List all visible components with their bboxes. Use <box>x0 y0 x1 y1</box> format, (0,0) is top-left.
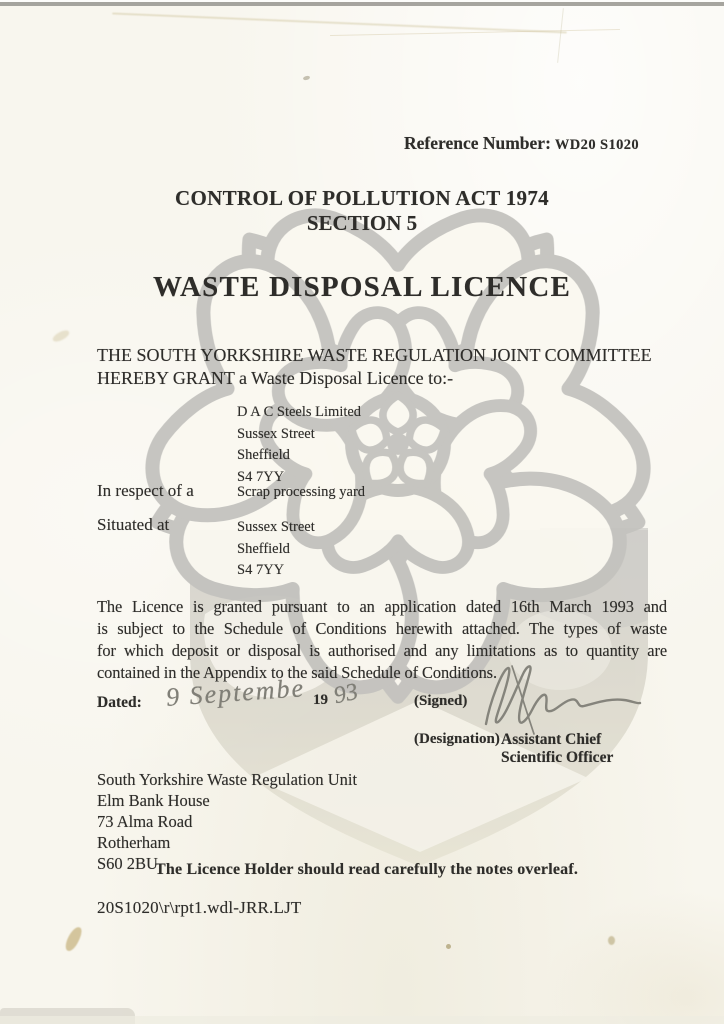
situated-city: Sheffield <box>237 540 290 557</box>
body-line: contained in the Appendix to the said Schedule of Conditions. <box>97 663 497 682</box>
act-title: CONTROL OF POLLUTION ACT 1974 <box>175 186 549 210</box>
issuer-postcode: S60 2BU <box>97 854 158 873</box>
situated-at-label: Situated at <box>97 515 170 534</box>
grantee-address-block <box>237 402 361 488</box>
grantee-street: Sussex Street <box>237 425 315 442</box>
reference-number-label: Reference Number: <box>404 133 551 153</box>
signature-mark <box>472 658 652 738</box>
in-respect-of-value: Scrap processing yard <box>237 484 366 500</box>
body-line: The Licence is granted pursuant to an application dated 16th March 1993 and <box>97 597 667 616</box>
licence-title: WASTE DISPOSAL LICENCE <box>152 271 572 303</box>
situated-street: Sussex Street <box>237 519 315 535</box>
handwritten-date: 9 Septembe <box>165 673 306 712</box>
body-line: for which deposit or disposal is authorised and any limitations as to quantity are <box>97 641 667 660</box>
designation-line1: Assistant Chief <box>501 731 602 748</box>
reference-number-line <box>404 133 639 154</box>
in-respect-of-label: In respect of a <box>97 481 194 500</box>
grant-statement-line1: THE SOUTH YORKSHIRE WASTE REGULATION JOINT COMMITTEE <box>97 345 652 365</box>
footer-note: The Licence Holder should read carefully the notes overleaf. <box>155 861 579 878</box>
designation-line2: Scientific Officer <box>501 748 614 766</box>
issuer-building: Elm Bank House <box>97 791 210 810</box>
issuer-city: Rotherham <box>97 833 171 852</box>
grant-statement-line2: HEREBY GRANT a Waste Disposal Licence to:- <box>97 368 454 388</box>
issuer-address-block <box>97 769 357 874</box>
grantee-postcode: S4 7YY <box>237 468 285 485</box>
issuer-street: 73 Alma Road <box>97 812 193 831</box>
situated-postcode: S4 7YY <box>237 562 285 578</box>
grantee-name: D A C Steels Limited <box>237 404 362 420</box>
issuer-name: South Yorkshire Waste Regulation Unit <box>97 770 358 789</box>
situated-at-address <box>237 517 315 582</box>
designation-value <box>501 731 613 766</box>
printed-year-prefix: 19 <box>313 692 328 708</box>
dated-label: Dated: <box>97 694 142 711</box>
body-line: is subject to the Schedule of Conditions herewith attached. The types of waste <box>97 619 667 638</box>
signed-label: (Signed) <box>414 693 468 709</box>
grantee-city: Sheffield <box>237 447 290 463</box>
reference-number-value: WD20 S1020 <box>554 137 640 153</box>
section-title: SECTION 5 <box>306 211 418 235</box>
grant-statement <box>97 344 672 390</box>
designation-label: (Designation) <box>414 731 500 747</box>
handwritten-year: 93 <box>331 678 361 710</box>
file-reference: 20S1020\r\rpt1.wdl-JRR.LJT <box>97 898 302 917</box>
